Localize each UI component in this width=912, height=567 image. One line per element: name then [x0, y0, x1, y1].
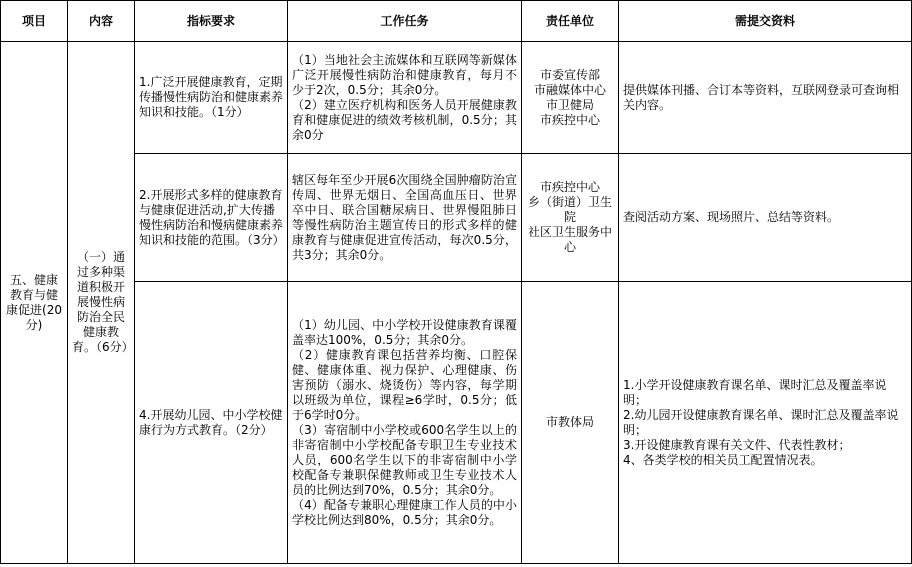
unit-cell [522, 154, 619, 282]
unit-item: 乡（街道）卫生院 [527, 195, 612, 224]
header-materials: 需提交资料 [619, 1, 912, 42]
task-item: （1）幼儿园、中小学校开设健康教育课覆盖率达100%，0.5分；其余0分。 [292, 317, 517, 347]
unit-cell [522, 282, 619, 564]
header-unit: 责任单位 [522, 1, 619, 42]
unit-item: 市委宣传部 [539, 67, 600, 82]
table-row [1, 154, 912, 282]
subsection-label: （一）通过多种渠道积极开展慢性病防治全民健康教育。（6分） [72, 250, 134, 354]
unit-item: 社区卫生服务中心 [527, 225, 612, 254]
materials-item: 1.小学开设健康教育课名单、课时汇总及覆盖率说明； [623, 377, 887, 407]
task-item: （1）当地社会主流媒体和互联网等新媒体广泛开展慢性病防治和健康教育，每月不少于2次，0.5分；其余0分。 [292, 52, 517, 97]
unit-item: 市卫健局 [545, 97, 594, 112]
tasks-cell [288, 42, 522, 154]
indicator-cell [135, 282, 288, 564]
indicator-cell [135, 42, 288, 154]
materials-item: 2.幼儿园开设健康教育课名单、课时汇总及覆盖率说明； [623, 407, 899, 437]
unit-item: 市疾控中心 [539, 180, 600, 194]
materials-cell [619, 282, 912, 564]
section-cell [1, 42, 68, 564]
header-content: 内容 [68, 1, 135, 42]
tasks-cell [288, 282, 522, 564]
indicator-text: 1.广泛开展健康教育，定期传播慢性病防治和健康素养知识和技能。（1分） [139, 75, 284, 119]
tasks-cell [288, 154, 522, 282]
header-project: 项目 [1, 1, 68, 42]
indicator-text: 2.开展形式多样的健康教育与健康促进活动,扩大传播慢性病防治和慢病健康素养知识和技能的范围。（3分） [139, 187, 285, 247]
materials-item: 提供媒体刊播、合订本等资料，互联网登录可查询相关内容。 [623, 82, 900, 112]
materials-cell [619, 42, 912, 154]
table-row [1, 282, 912, 564]
materials-cell [619, 154, 912, 282]
task-item: （2）建立医疗机构和医务人员开展健康教育和健康促进的绩效考核机制，0.5分；其余0分 [292, 97, 517, 142]
task-item: （4）配备专兼职心理健康工作人员的中小学校比例达到80%，0.5分；其余0分。 [292, 497, 517, 527]
header-indicator: 指标要求 [135, 1, 288, 42]
indicator-text: 4.开展幼儿园、中小学校健康行为方式教育。（2分） [139, 407, 283, 437]
task-item: （3）寄宿制中小学校或600名学生以上的非寄宿制中小学校配备专职卫生专业技术人员，600名学生以下的非寄宿制中小学校配备专兼职保健教师或卫生专业技术人员的比例达到70%，0.5分；其余0分。 [292, 422, 517, 497]
unit-item: 市教体局 [545, 415, 594, 429]
unit-item: 市融媒体中心 [533, 82, 606, 97]
materials-item: 查阅活动方案、现场照片、总结等资料。 [623, 210, 840, 224]
header-tasks: 工作任务 [288, 1, 522, 42]
materials-item: 4、各类学校的相关员工配置情况表。 [623, 452, 823, 467]
indicator-cell [135, 154, 288, 282]
subsection-cell [68, 42, 135, 564]
section-label: 五、健康教育与健康促进(20分) [6, 272, 62, 332]
task-item: （2）健康教育课包括营养均衡、口腔保健、健康体重、视力保护、心理健康、伤害预防（溺水、烧烫伤）等内容，每学期以班级为单位，课程≥6学时，0.5分；低于6学时0分。 [292, 347, 517, 422]
header-row [1, 1, 912, 42]
unit-cell [522, 42, 619, 154]
task-item: 辖区每年至少开展6次围绕全国肿瘤防治宣传周、世界无烟日、全国高血压日、世界卒中日、联合国糖尿病日、世界慢阻肺日等慢性病防治主题宣传日的形式多样的健康教育与健康促进宣传活动，每次0.5分，共3分；其余0分。 [292, 172, 517, 262]
materials-item: 3.开设健康教育课有关文件、代表性教材； [623, 437, 851, 452]
table-row [1, 42, 912, 154]
unit-item: 市疾控中心 [539, 112, 600, 127]
